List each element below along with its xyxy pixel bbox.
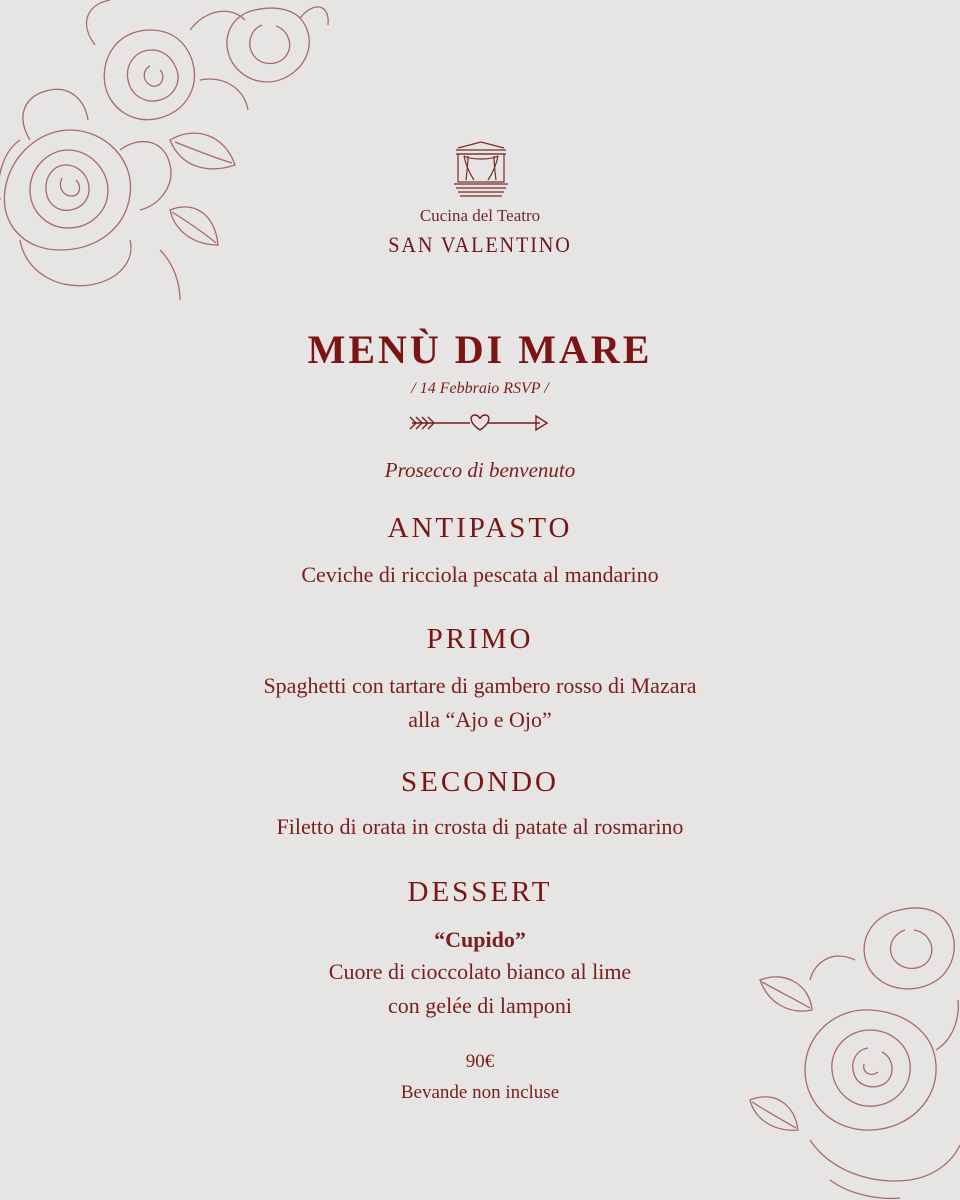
date-line: / 14 Febbraio RSVP / — [411, 380, 549, 397]
dish-secondo: Filetto di orata in crosta di patate al rosmarino — [276, 814, 684, 839]
welcome-line: Prosecco di benvenuto — [384, 458, 576, 482]
course-heading-primo: PRIMO — [426, 623, 534, 655]
arrow-heart-divider-icon — [408, 410, 552, 436]
brand-name: SAN VALENTINO — [388, 232, 572, 257]
course-heading-secondo: SECONDO — [401, 766, 559, 798]
theatre-logo-icon — [452, 140, 510, 200]
drinks-note: Bevande non incluse — [400, 1082, 560, 1103]
rose-illustration-icon — [0, 0, 340, 310]
page-title: MENÙ DI MARE — [307, 327, 653, 372]
course-heading-dessert: DESSERT — [407, 876, 553, 908]
dish-dessert-line2: con gelée di lamponi — [388, 993, 572, 1018]
dish-primo-line2: alla “Ajo e Ojo” — [408, 707, 552, 732]
dish-dessert-line1: Cuore di cioccolato bianco al lime — [328, 959, 632, 984]
dessert-name: “Cupido” — [434, 927, 526, 952]
dish-antipasto: Ceviche di ricciola pescata al mandarino — [301, 562, 659, 587]
price: 90€ — [465, 1051, 495, 1072]
dish-primo-line1: Spaghetti con tartare di gambero rosso di Mazara — [263, 673, 697, 698]
course-heading-antipasto: ANTIPASTO — [387, 512, 573, 544]
brand-subtitle: Cucina del Teatro — [419, 206, 541, 225]
